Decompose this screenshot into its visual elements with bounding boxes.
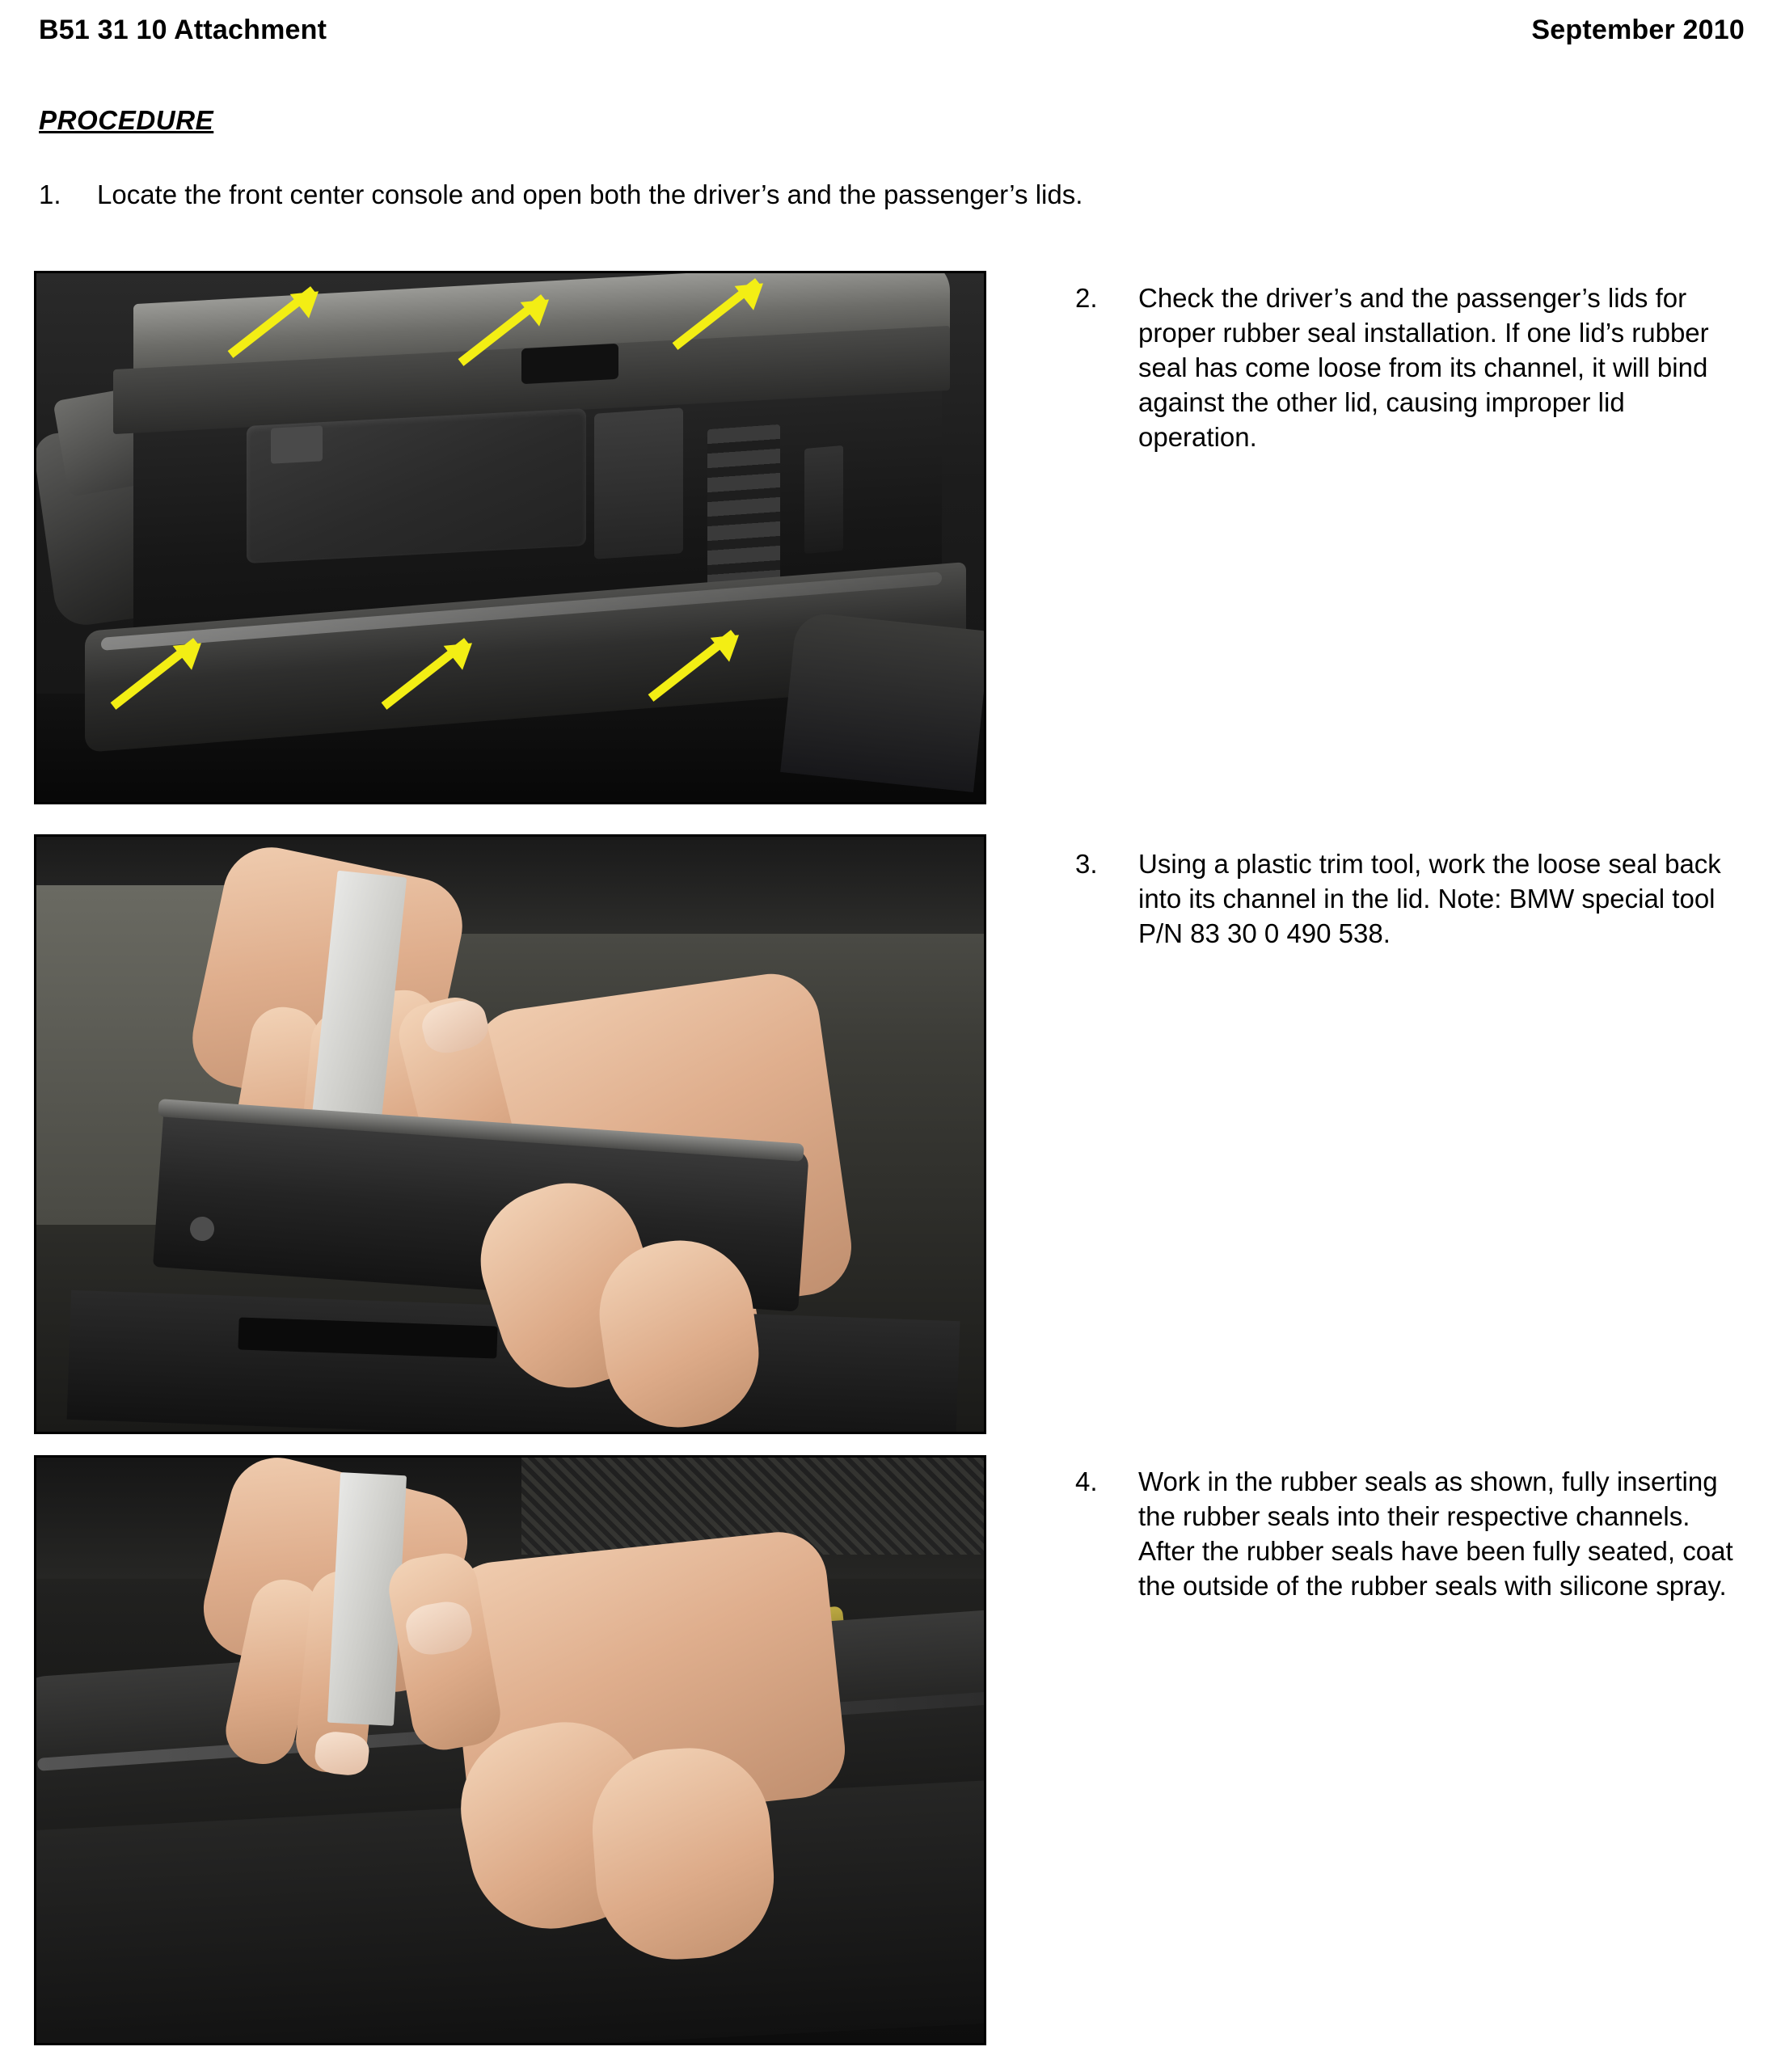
step-2 xyxy=(1075,281,1738,454)
step-4-number: 4. xyxy=(1075,1466,1098,1496)
step-2-number: 2. xyxy=(1075,283,1098,313)
figure-1-photo xyxy=(36,273,984,802)
step-4-text: Work in the rubber seals as shown, fully inserting the rubber seals into their respective channels. After the rubber seals have been fully seated, coat the outside of the rubber seals with silicone spray. xyxy=(1138,1466,1733,1601)
page-header xyxy=(39,15,1745,46)
step-2-text: Check the driver’s and the passenger’s lids for proper rubber seal installation. If one lid’s rubber seal has come loose from its channel, it will bind against the other lid, causing improper lid operation. xyxy=(1138,283,1709,452)
step-4 xyxy=(1075,1465,1738,1604)
step-3 xyxy=(1075,847,1738,952)
figure-3-photo xyxy=(36,1458,984,2043)
step-1-number: 1. xyxy=(39,179,61,209)
step-3-number: 3. xyxy=(1075,849,1098,879)
step-1 xyxy=(39,179,1696,210)
figure-1 xyxy=(34,271,986,804)
document-id: B51 31 10 Attachment xyxy=(39,15,327,45)
figure-3 xyxy=(34,1455,986,2045)
document-date: September 2010 xyxy=(1531,15,1745,45)
step-1-text: Locate the front center console and open both the driver’s and the passenger’s lids. xyxy=(97,179,1083,209)
figure-2 xyxy=(34,834,986,1434)
section-title: PROCEDURE xyxy=(39,105,214,135)
step-3-text: Using a plastic trim tool, work the loose seal back into its channel in the lid. Note: BMW special tool P/N 83 30 0 490 538. xyxy=(1138,849,1721,948)
figure-2-photo xyxy=(36,837,984,1432)
